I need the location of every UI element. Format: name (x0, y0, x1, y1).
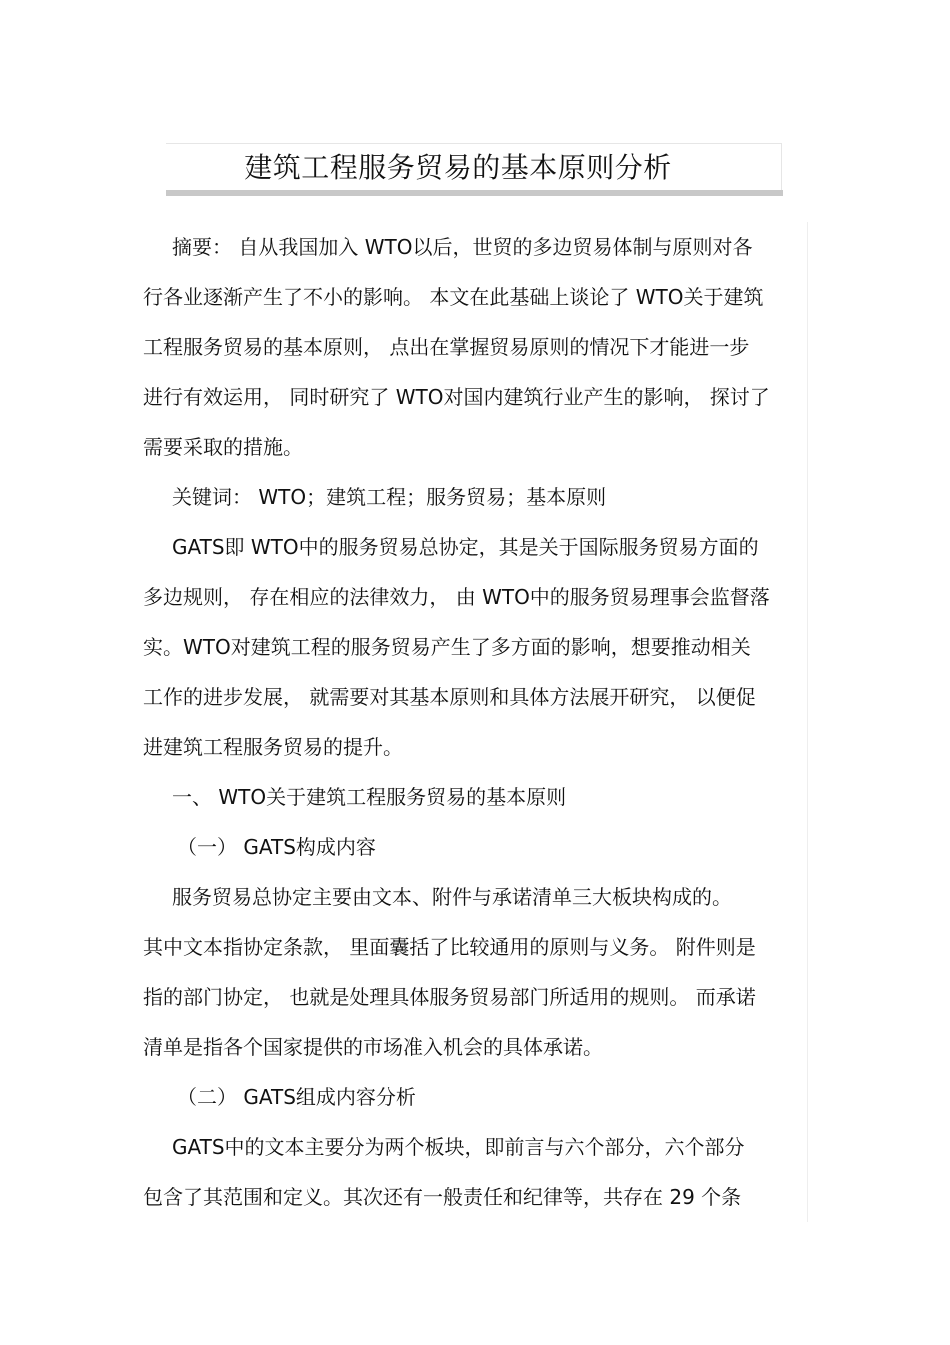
abstract-line-5: 需要采取的措施。 (143, 435, 303, 459)
abstract-line-3: 工程服务贸易的基本原则， 点出在掌握贸易原则的情况下才能进一步 (143, 335, 750, 359)
section-heading-1: 一、 WTO关于建筑工程服务贸易的基本原则 (172, 785, 567, 809)
intro-line-3: 实。WTO对建筑工程的服务贸易产生了多方面的影响，想要推动相关 (143, 635, 751, 659)
intro-line-5: 进建筑工程服务贸易的提升。 (143, 735, 403, 759)
subsection-heading-1: （一） GATS构成内容 (177, 835, 376, 859)
body-frame (143, 222, 808, 1222)
abstract-line-1: 摘要： 自从我国加入 WTO以后，世贸的多边贸易体制与原则对各 (172, 235, 753, 259)
abstract-line-2: 行各业逐渐产生了不小的影响。 本文在此基础上谈论了 WTO关于建筑 (143, 285, 764, 309)
keywords-line: 关键词： WTO；建筑工程；服务贸易；基本原则 (172, 485, 607, 509)
para-2-line-1: GATS中的文本主要分为两个板块，即前言与六个部分，六个部分 (172, 1135, 745, 1159)
para-2-line-2: 包含了其范围和定义。其次还有一般责任和纪律等，共存在 29 个条 (143, 1185, 742, 1209)
para-1-line-3: 指的部门协定， 也就是处理具体服务贸易部门所适用的规则。 而承诺 (143, 985, 756, 1009)
intro-line-1: GATS即 WTO中的服务贸易总协定，其是关于国际服务贸易方面的 (172, 535, 759, 559)
intro-line-4: 工作的进步发展， 就需要对其基本原则和具体方法展开研究， 以便促 (143, 685, 756, 709)
subsection-heading-2: （二） GATS组成内容分析 (177, 1085, 416, 1109)
para-1-line-2: 其中文本指协定条款， 里面囊括了比较通用的原则与义务。 附件则是 (143, 935, 756, 959)
para-1-line-4: 清单是指各个国家提供的市场准入机会的具体承诺。 (143, 1035, 603, 1059)
document-title: 建筑工程服务贸易的基本原则分析 (244, 151, 672, 184)
intro-line-2: 多边规则， 存在相应的法律效力， 由 WTO中的服务贸易理事会监督落 (143, 585, 770, 609)
para-1-line-1: 服务贸易总协定主要由文本、附件与承诺清单三大板块构成的。 (172, 885, 732, 909)
abstract-line-4: 进行有效运用， 同时研究了 WTO对国内建筑行业产生的影响， 探讨了 (143, 385, 770, 409)
